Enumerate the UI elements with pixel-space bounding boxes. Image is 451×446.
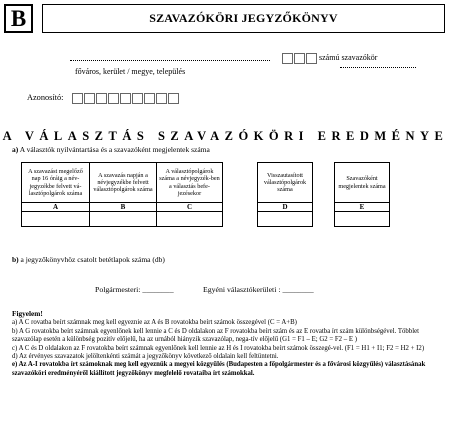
note-item: b) A G rovatokba beírt számnak egyenlőnek kell lennie a C és D oldalakon az F rovatokba beírt szám és az E rovatba írt szám különbségével. Többlet szavazólap esetén a különbség pozitív előjelű, ha az urnából hiányzik szavazólap, nega-tív előjelű (G1 = F1 – E; G2 = F2 – E ) — [12, 327, 419, 344]
voter-table-abc — [21, 162, 223, 227]
district-number-line[interactable] — [340, 67, 416, 68]
col-d-header: Visszautasított választópolgárok száma — [258, 163, 312, 203]
note-item: c) A C és D oldalakon az F rovatokba beírt számnak egyenlőnek kell lennie az H és I rovatokba beírt számok összegé-vel. (F1 = H1 + I1; F2 = H2 + I2) — [12, 344, 425, 352]
note-item: d) Az érvényes szavazatok jelöltenkénti számát a jegyzőkönyv következő oldalain kell feltüntetni. — [12, 353, 279, 361]
notes-heading: Figyelem! — [12, 309, 43, 318]
section-a-heading — [12, 145, 210, 154]
col-b-label: B — [90, 203, 157, 212]
digit-box[interactable] — [108, 93, 119, 104]
digit-box[interactable] — [282, 53, 293, 64]
col-e-value-cell[interactable] — [335, 212, 389, 226]
section-b-title: a jegyzőkönyvhöz csatolt betétlapok száma (db) — [20, 255, 165, 264]
location-line[interactable] — [70, 60, 270, 61]
section-a-title: A választók nyilvántartása és a szavazóként megjelentek száma — [19, 145, 210, 154]
col-b-value-cell[interactable] — [90, 212, 157, 226]
col-a-label: A — [22, 203, 90, 212]
voter-table-e — [334, 162, 390, 227]
section-b-heading — [12, 255, 165, 264]
col-a-header: A szavazást megelőző nap 16 óráig a név-jegyzékbe felvett vá-lasztópolgárok száma — [22, 163, 90, 203]
digit-box[interactable] — [144, 93, 155, 104]
digit-box[interactable] — [168, 93, 179, 104]
mayor-attachments-field[interactable]: Polgármesteri: ________ — [95, 285, 174, 294]
digit-box[interactable] — [294, 53, 305, 64]
form-letter-box — [4, 4, 33, 33]
section-b-marker: b) — [12, 255, 19, 264]
notes-section — [12, 310, 440, 378]
identifier-label: Azonosító: — [27, 93, 64, 102]
digit-box[interactable] — [156, 93, 167, 104]
form-letter: B — [10, 5, 27, 31]
district-number-suffix: számú szavazókör — [319, 53, 378, 62]
col-d-label: D — [258, 203, 312, 212]
form-title-box — [42, 4, 445, 33]
district-attachments-field[interactable]: Egyéni választókerületi : ________ — [203, 285, 314, 294]
col-c-value-cell[interactable] — [157, 212, 222, 226]
results-title: A VÁLASZTÁS SZAVAZÓKÖRI EREDMÉNYE — [2, 129, 449, 143]
col-e-label: E — [335, 203, 389, 212]
identifier-boxes[interactable] — [72, 91, 180, 109]
col-c-label: C — [157, 203, 222, 212]
col-e-header: Szavazóként megjelentek száma — [335, 163, 389, 203]
digit-box[interactable] — [84, 93, 95, 104]
note-item: a) A C rovatba beírt számnak meg kell egyeznie az A és B rovatokba beírt számok összegével (C = A+B) — [12, 319, 297, 327]
col-d-value-cell[interactable] — [258, 212, 312, 226]
digit-box[interactable] — [306, 53, 317, 64]
voter-table-d — [257, 162, 313, 227]
location-caption: főváros, kerület / megye, település — [75, 67, 186, 76]
col-a-value-cell[interactable] — [22, 212, 90, 226]
digit-box[interactable] — [96, 93, 107, 104]
digit-box[interactable] — [120, 93, 131, 104]
form-title: SZAVAZÓKÖRI JEGYZŐKÖNYV — [149, 11, 338, 25]
digit-box[interactable] — [132, 93, 143, 104]
section-a-marker: a) — [12, 145, 19, 154]
col-c-header: A választópolgárok száma a névjegyzék-ben a választás befe-jezésekor — [157, 163, 222, 203]
col-b-header: A szavazás napján a névjegyzékbe felvett választópolgárok száma — [90, 163, 157, 203]
digit-box[interactable] — [72, 93, 83, 104]
note-item: e) Az A-I rovatokba írt számoknak meg kell egyeznük a megyei közgyűlés (Budapesten a főpolgármester és a fővárosi közgyűlés) választásának szavazóköri eredményéről kiállított jegyzőkönyv megfelelő rovataiba írt számokkal. — [12, 361, 426, 377]
district-number-boxes[interactable] — [282, 51, 318, 69]
